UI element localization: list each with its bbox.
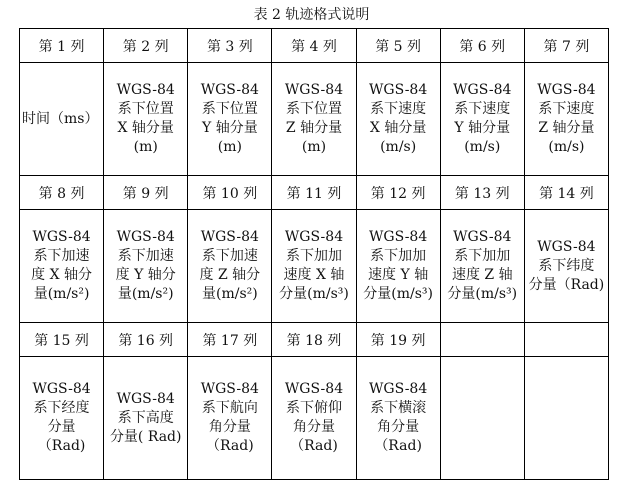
column-header-cell: 第 10 列 (188, 176, 272, 210)
column-header-cell: 第 1 列 (20, 29, 104, 63)
description-row (20, 210, 609, 323)
table-body (20, 29, 609, 480)
cell-line: WGS-84 (116, 390, 175, 407)
cell-line: Z 轴分量 (285, 120, 343, 136)
cell-line: 系下经度 (33, 400, 90, 416)
cell-line: 速度 X 轴 (283, 267, 345, 283)
cell-line: 系下速度 (370, 101, 427, 117)
cell-line: WGS-84 (284, 381, 344, 397)
cell-line: 系下位置 (201, 101, 258, 117)
cell-line: （Rad) (206, 438, 254, 454)
cell-line: 度 Z 轴分 (199, 267, 261, 283)
description-cell (356, 210, 440, 323)
description-cell (20, 357, 104, 480)
column-header-cell: 第 7 列 (524, 29, 608, 63)
column-header-cell: 第 19 列 (356, 323, 440, 357)
cell-line: 系下加速 (33, 248, 90, 264)
description-cell (104, 63, 188, 176)
cell-line: 系下加加 (285, 248, 342, 264)
cell-line: 系下速度 (538, 101, 595, 117)
column-header-cell: 第 9 列 (104, 176, 188, 210)
description-cell (104, 357, 188, 480)
cell-line: （Rad) (37, 438, 86, 454)
cell-line: 度 X 轴分 (31, 267, 92, 283)
cell-line: 系下速度 (454, 101, 511, 117)
cell-line: 系下高度 (117, 409, 174, 426)
cell-line: 速度 Y 轴 (368, 267, 429, 283)
cell-line: 分量( Rad) (109, 428, 182, 445)
cell-line: 分量（Rad) (528, 276, 605, 293)
column-header-cell: 第 16 列 (104, 323, 188, 357)
description-cell (272, 357, 356, 480)
cell-line: X 轴分量 (117, 120, 174, 136)
cell-line: WGS-84 (453, 229, 512, 245)
cell-line: (m) (133, 139, 158, 155)
cell-line: (m/s) (548, 139, 585, 155)
cell-line: WGS-84 (369, 82, 428, 98)
cell-line: WGS-84 (537, 82, 596, 98)
trajectory-format-table (19, 28, 609, 480)
cell-line: 分量(m/s³) (363, 286, 433, 302)
description-row (20, 63, 609, 176)
cell-line: 度 Y 轴分 (115, 267, 176, 283)
description-cell (20, 210, 104, 323)
column-header-cell: 第 15 列 (20, 323, 104, 357)
cell-line: (m/s) (380, 139, 417, 155)
cell-line: 速度 Z 轴 (451, 267, 513, 283)
description-cell (272, 63, 356, 176)
description-cell (356, 63, 440, 176)
cell-line: X 轴分量 (369, 120, 427, 136)
cell-line: (m) (301, 139, 327, 155)
header-row (20, 29, 609, 63)
cell-line: WGS-84 (369, 229, 428, 245)
cell-line: 系下位置 (285, 101, 342, 117)
cell-line: 系下航向 (201, 400, 258, 416)
description-cell (440, 63, 524, 176)
cell-line: WGS-84 (116, 82, 175, 98)
description-cell (188, 357, 272, 480)
cell-line: 量(m/s²) (201, 286, 258, 302)
cell-line: WGS-84 (284, 229, 344, 245)
column-header-cell: 第 2 列 (104, 29, 188, 63)
cell-line: WGS-84 (200, 82, 259, 98)
cell-line: 系下加速 (117, 248, 174, 264)
cell-line: 系下横滚 (370, 400, 427, 416)
column-header-cell: 第 12 列 (356, 176, 440, 210)
column-header-cell: 第 6 列 (440, 29, 524, 63)
table-caption: 表 2 轨迹格式说明 (253, 7, 370, 23)
cell-line: WGS-84 (200, 381, 259, 397)
cell-line: WGS-84 (200, 229, 259, 245)
cell-line: 角分量 (377, 419, 420, 435)
cell-line: Z 轴分量 (538, 120, 595, 136)
cell-line: 时间（ms） (22, 110, 99, 127)
header-row (20, 323, 609, 357)
description-cell (524, 210, 608, 323)
cell-line: WGS-84 (32, 229, 91, 245)
cell-line: 量(m/s²) (117, 286, 174, 302)
cell-line: 系下位置 (117, 101, 174, 117)
cell-line: 分量 (47, 419, 76, 435)
cell-line: Y 轴分量 (202, 120, 258, 136)
column-header-cell: 第 3 列 (188, 29, 272, 63)
cell-line: Y 轴分量 (454, 120, 511, 136)
column-header-cell: 第 5 列 (356, 29, 440, 63)
column-header-cell: 第 11 列 (272, 176, 356, 210)
column-header-cell: 第 4 列 (272, 29, 356, 63)
cell-line: 量(m/s²) (33, 286, 90, 302)
cell-line: WGS-84 (284, 82, 344, 98)
column-header-cell: 第 18 列 (272, 323, 356, 357)
description-cell (20, 63, 104, 176)
cell-line: WGS-84 (537, 238, 596, 255)
cell-line: (m) (217, 139, 242, 155)
cell-line: 角分量 (208, 419, 251, 435)
cell-line: 系下加加 (370, 248, 427, 264)
cell-line: WGS-84 (369, 381, 428, 397)
cell-line: 角分量 (292, 419, 335, 435)
cell-line: 分量(m/s³) (447, 286, 518, 302)
cell-line: 系下俯仰 (285, 400, 342, 416)
cell-line: WGS-84 (453, 82, 512, 98)
cell-line: 分量(m/s³) (279, 286, 349, 302)
description-cell (524, 357, 608, 480)
description-cell (188, 210, 272, 323)
cell-line: （Rad) (374, 438, 422, 454)
description-cell (440, 210, 524, 323)
column-header-cell: 第 13 列 (440, 176, 524, 210)
cell-line: WGS-84 (32, 381, 91, 397)
description-cell (524, 63, 608, 176)
cell-line: 系下纬度 (538, 257, 595, 274)
description-cell (104, 210, 188, 323)
description-cell (440, 357, 524, 480)
description-cell (188, 63, 272, 176)
cell-line: 系下加加 (454, 248, 511, 264)
column-header-cell: 第 8 列 (20, 176, 104, 210)
description-cell (272, 210, 356, 323)
column-header-cell (524, 323, 608, 357)
description-cell (356, 357, 440, 480)
cell-line: 系下加速 (201, 248, 258, 264)
column-header-cell: 第 14 列 (524, 176, 608, 210)
header-row (20, 176, 609, 210)
cell-line: (m/s) (464, 139, 501, 155)
column-header-cell: 第 17 列 (188, 323, 272, 357)
description-row (20, 357, 609, 480)
cell-line: （Rad) (290, 438, 338, 454)
column-header-cell (440, 323, 524, 357)
cell-line: WGS-84 (116, 229, 175, 245)
